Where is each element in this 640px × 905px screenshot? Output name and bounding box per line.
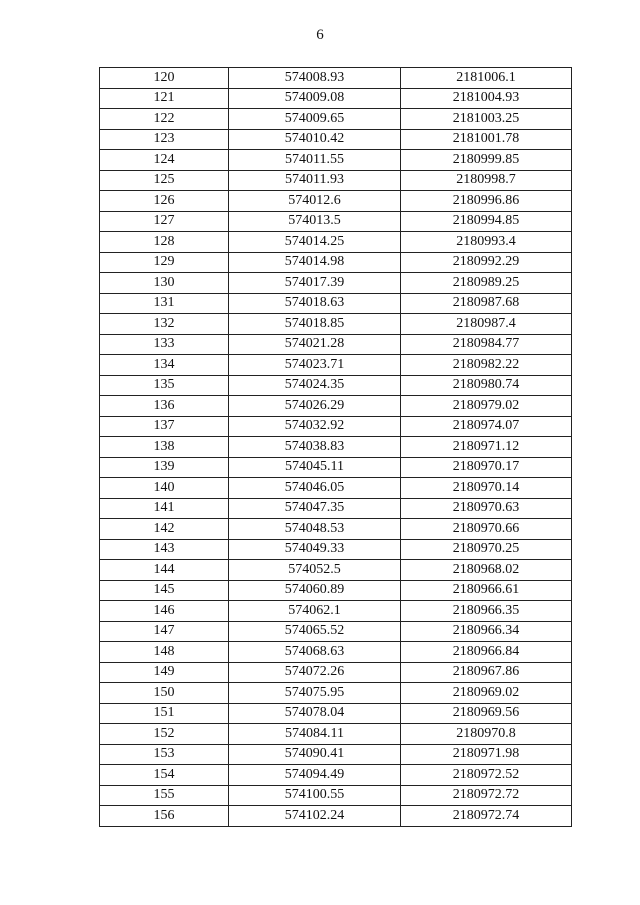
x-coordinate-cell: 574014.25 (229, 232, 401, 253)
table-row (100, 273, 572, 294)
point-number-cell: 129 (100, 252, 229, 273)
table-row (100, 150, 572, 171)
point-number-cell: 125 (100, 170, 229, 191)
y-coordinate-cell: 2180984.77 (401, 334, 572, 355)
table-row (100, 806, 572, 827)
y-coordinate-cell: 2180972.72 (401, 785, 572, 806)
table-row (100, 170, 572, 191)
x-coordinate-cell: 574014.98 (229, 252, 401, 273)
table-row (100, 191, 572, 212)
table-row (100, 601, 572, 622)
x-coordinate-cell: 574024.35 (229, 375, 401, 396)
point-number-cell: 138 (100, 437, 229, 458)
point-number-cell: 152 (100, 724, 229, 745)
x-coordinate-cell: 574072.26 (229, 662, 401, 683)
y-coordinate-cell: 2180989.25 (401, 273, 572, 294)
y-coordinate-cell: 2180970.8 (401, 724, 572, 745)
y-coordinate-cell: 2180966.61 (401, 580, 572, 601)
y-coordinate-cell: 2180994.85 (401, 211, 572, 232)
table-row (100, 129, 572, 150)
x-coordinate-cell: 574084.11 (229, 724, 401, 745)
y-coordinate-cell: 2180970.17 (401, 457, 572, 478)
y-coordinate-cell: 2181006.1 (401, 68, 572, 89)
coordinates-table (99, 67, 572, 827)
x-coordinate-cell: 574062.1 (229, 601, 401, 622)
x-coordinate-cell: 574011.93 (229, 170, 401, 191)
table-row (100, 314, 572, 335)
y-coordinate-cell: 2181001.78 (401, 129, 572, 150)
point-number-cell: 137 (100, 416, 229, 437)
x-coordinate-cell: 574045.11 (229, 457, 401, 478)
point-number-cell: 131 (100, 293, 229, 314)
point-number-cell: 135 (100, 375, 229, 396)
point-number-cell: 128 (100, 232, 229, 253)
y-coordinate-cell: 2180969.56 (401, 703, 572, 724)
x-coordinate-cell: 574011.55 (229, 150, 401, 171)
y-coordinate-cell: 2180979.02 (401, 396, 572, 417)
x-coordinate-cell: 574008.93 (229, 68, 401, 89)
x-coordinate-cell: 574023.71 (229, 355, 401, 376)
y-coordinate-cell: 2180966.34 (401, 621, 572, 642)
y-coordinate-cell: 2180992.29 (401, 252, 572, 273)
x-coordinate-cell: 574032.92 (229, 416, 401, 437)
table-row (100, 498, 572, 519)
point-number-cell: 143 (100, 539, 229, 560)
y-coordinate-cell: 2180982.22 (401, 355, 572, 376)
table-row (100, 416, 572, 437)
table-row (100, 396, 572, 417)
x-coordinate-cell: 574048.53 (229, 519, 401, 540)
y-coordinate-cell: 2181003.25 (401, 109, 572, 130)
table-row (100, 68, 572, 89)
point-number-cell: 146 (100, 601, 229, 622)
y-coordinate-cell: 2180970.14 (401, 478, 572, 499)
y-coordinate-cell: 2180987.68 (401, 293, 572, 314)
point-number-cell: 142 (100, 519, 229, 540)
x-coordinate-cell: 574009.65 (229, 109, 401, 130)
x-coordinate-cell: 574018.85 (229, 314, 401, 335)
point-number-cell: 144 (100, 560, 229, 581)
table-row (100, 355, 572, 376)
point-number-cell: 141 (100, 498, 229, 519)
y-coordinate-cell: 2180968.02 (401, 560, 572, 581)
x-coordinate-cell: 574068.63 (229, 642, 401, 663)
point-number-cell: 147 (100, 621, 229, 642)
point-number-cell: 140 (100, 478, 229, 499)
x-coordinate-cell: 574047.35 (229, 498, 401, 519)
table-row (100, 744, 572, 765)
point-number-cell: 120 (100, 68, 229, 89)
point-number-cell: 132 (100, 314, 229, 335)
point-number-cell: 139 (100, 457, 229, 478)
y-coordinate-cell: 2180993.4 (401, 232, 572, 253)
point-number-cell: 130 (100, 273, 229, 294)
table-row (100, 785, 572, 806)
x-coordinate-cell: 574017.39 (229, 273, 401, 294)
table-row (100, 703, 572, 724)
point-number-cell: 126 (100, 191, 229, 212)
point-number-cell: 155 (100, 785, 229, 806)
point-number-cell: 153 (100, 744, 229, 765)
point-number-cell: 134 (100, 355, 229, 376)
coordinates-table-body (100, 68, 572, 827)
x-coordinate-cell: 574009.08 (229, 88, 401, 109)
y-coordinate-cell: 2180999.85 (401, 150, 572, 171)
x-coordinate-cell: 574026.29 (229, 396, 401, 417)
x-coordinate-cell: 574012.6 (229, 191, 401, 212)
y-coordinate-cell: 2180998.7 (401, 170, 572, 191)
y-coordinate-cell: 2180996.86 (401, 191, 572, 212)
y-coordinate-cell: 2180966.84 (401, 642, 572, 663)
table-row (100, 662, 572, 683)
table-row (100, 334, 572, 355)
point-number-cell: 122 (100, 109, 229, 130)
table-row (100, 765, 572, 786)
point-number-cell: 151 (100, 703, 229, 724)
table-row (100, 457, 572, 478)
x-coordinate-cell: 574090.41 (229, 744, 401, 765)
x-coordinate-cell: 574102.24 (229, 806, 401, 827)
table-row (100, 539, 572, 560)
x-coordinate-cell: 574094.49 (229, 765, 401, 786)
table-row (100, 580, 572, 601)
table-row (100, 293, 572, 314)
point-number-cell: 145 (100, 580, 229, 601)
table-row (100, 375, 572, 396)
y-coordinate-cell: 2180971.98 (401, 744, 572, 765)
x-coordinate-cell: 574100.55 (229, 785, 401, 806)
x-coordinate-cell: 574052.5 (229, 560, 401, 581)
y-coordinate-cell: 2180987.4 (401, 314, 572, 335)
point-number-cell: 136 (100, 396, 229, 417)
table-row (100, 560, 572, 581)
y-coordinate-cell: 2180970.25 (401, 539, 572, 560)
x-coordinate-cell: 574021.28 (229, 334, 401, 355)
table-row (100, 109, 572, 130)
table-row (100, 88, 572, 109)
point-number-cell: 127 (100, 211, 229, 232)
y-coordinate-cell: 2180970.63 (401, 498, 572, 519)
x-coordinate-cell: 574049.33 (229, 539, 401, 560)
page-number: 6 (316, 27, 324, 43)
point-number-cell: 133 (100, 334, 229, 355)
y-coordinate-cell: 2180980.74 (401, 375, 572, 396)
x-coordinate-cell: 574018.63 (229, 293, 401, 314)
point-number-cell: 154 (100, 765, 229, 786)
y-coordinate-cell: 2180974.07 (401, 416, 572, 437)
y-coordinate-cell: 2180970.66 (401, 519, 572, 540)
y-coordinate-cell: 2180972.74 (401, 806, 572, 827)
table-row (100, 621, 572, 642)
y-coordinate-cell: 2181004.93 (401, 88, 572, 109)
x-coordinate-cell: 574046.05 (229, 478, 401, 499)
table-row (100, 252, 572, 273)
point-number-cell: 149 (100, 662, 229, 683)
table-row (100, 519, 572, 540)
y-coordinate-cell: 2180967.86 (401, 662, 572, 683)
x-coordinate-cell: 574010.42 (229, 129, 401, 150)
point-number-cell: 148 (100, 642, 229, 663)
point-number-cell: 121 (100, 88, 229, 109)
x-coordinate-cell: 574075.95 (229, 683, 401, 704)
point-number-cell: 156 (100, 806, 229, 827)
table-row (100, 724, 572, 745)
point-number-cell: 123 (100, 129, 229, 150)
x-coordinate-cell: 574065.52 (229, 621, 401, 642)
table-row (100, 683, 572, 704)
table-row (100, 478, 572, 499)
x-coordinate-cell: 574038.83 (229, 437, 401, 458)
table-row (100, 232, 572, 253)
x-coordinate-cell: 574060.89 (229, 580, 401, 601)
y-coordinate-cell: 2180966.35 (401, 601, 572, 622)
y-coordinate-cell: 2180971.12 (401, 437, 572, 458)
x-coordinate-cell: 574013.5 (229, 211, 401, 232)
point-number-cell: 150 (100, 683, 229, 704)
table-row (100, 211, 572, 232)
y-coordinate-cell: 2180972.52 (401, 765, 572, 786)
point-number-cell: 124 (100, 150, 229, 171)
table-row (100, 437, 572, 458)
x-coordinate-cell: 574078.04 (229, 703, 401, 724)
y-coordinate-cell: 2180969.02 (401, 683, 572, 704)
table-row (100, 642, 572, 663)
